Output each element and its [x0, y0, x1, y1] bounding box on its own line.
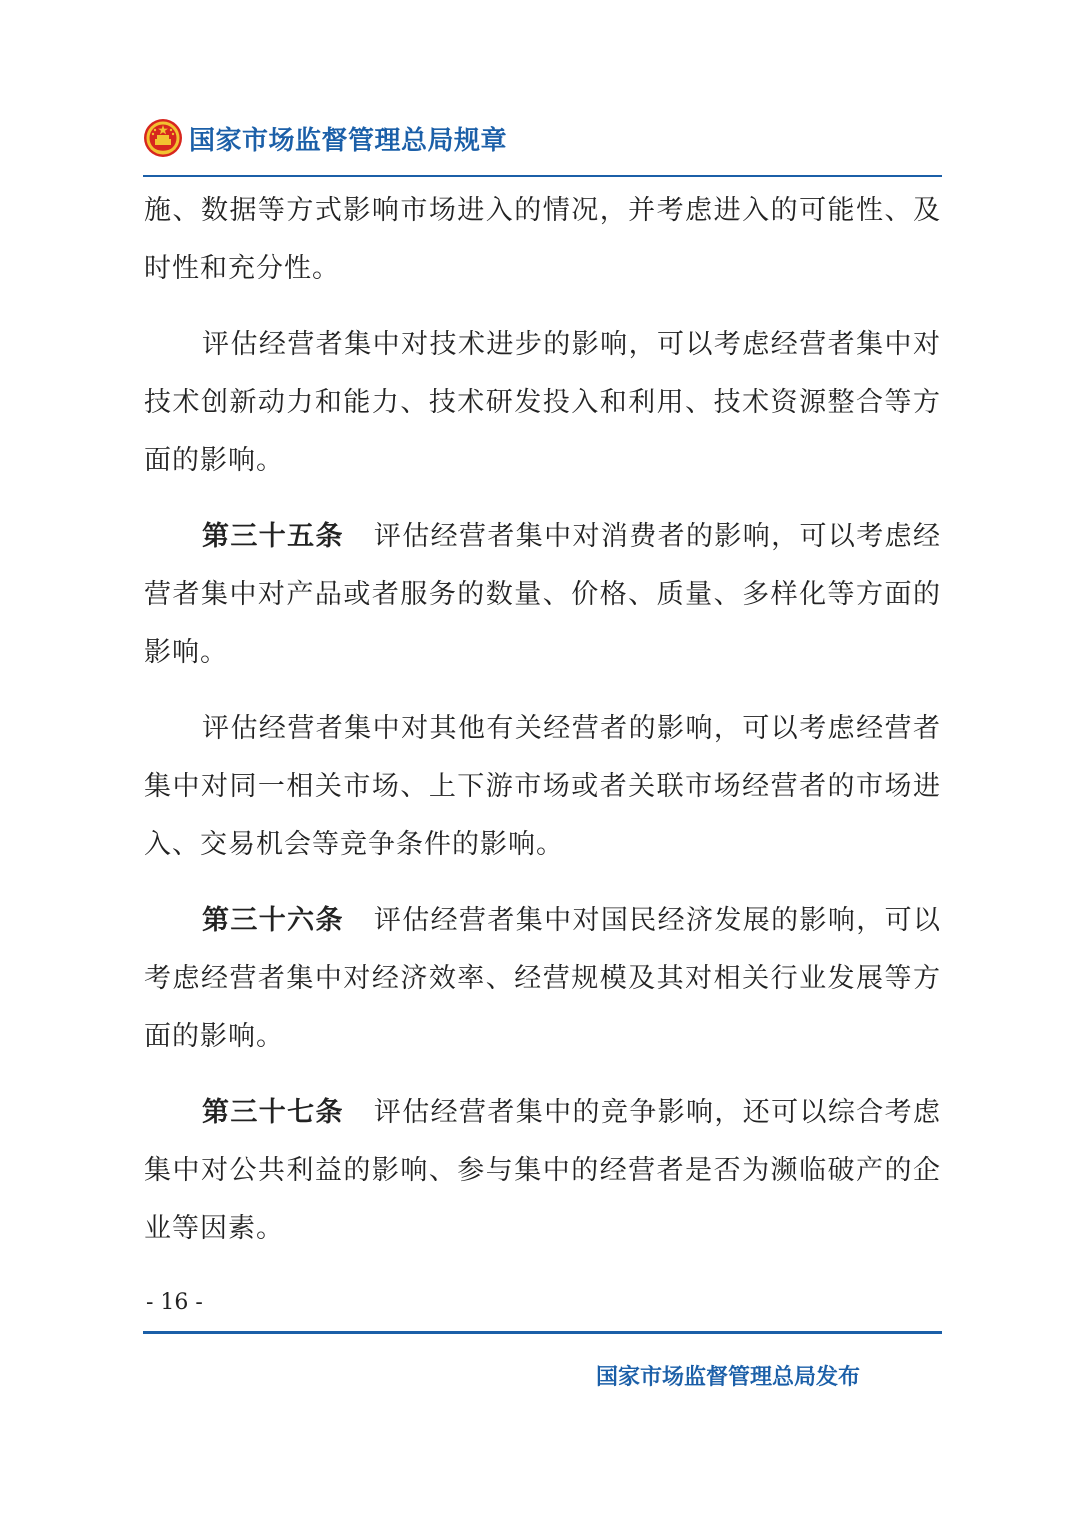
article-number: 第三十五条: [202, 521, 344, 552]
header-title: 国家市场监督管理总局规章: [189, 125, 508, 156]
paragraph: [144, 316, 941, 490]
paragraph: [144, 182, 941, 298]
paragraph: [144, 892, 941, 1066]
paragraph-text: 评估经营者集中对消费者的影响，可以考虑经营者集中对产品或者服务的数量、价格、质量、多样化等方面的影响。: [144, 521, 941, 668]
article-number: 第三十七条: [202, 1097, 344, 1128]
paragraph-text: 评估经营者集中对技术进步的影响，可以考虑经营者集中对技术创新动力和能力、技术研发投入和利用、技术资源整合等方面的影响。: [144, 329, 941, 476]
paragraph-text: 评估经营者集中对其他有关经营者的影响，可以考虑经营者集中对同一相关市场、上下游市场或者关联市场经营者的市场进入、交易机会等竞争条件的影响。: [144, 713, 941, 860]
paragraph: [144, 508, 941, 682]
paragraph-text: 评估经营者集中对国民经济发展的影响，可以考虑经营者集中对经济效率、经营规模及其对相关行业发展等方面的影响。: [144, 905, 941, 1052]
paragraph-text: 评估经营者集中的竞争影响，还可以综合考虑集中对公共利益的影响、参与集中的经营者是否为濒临破产的企业等因素。: [144, 1097, 941, 1244]
footer-publisher: 国家市场监督管理总局发布: [596, 1365, 861, 1390]
paragraph-text: 施、数据等方式影响市场进入的情况，并考虑进入的可能性、及时性和充分性。: [144, 195, 941, 284]
article-number: 第三十六条: [202, 905, 344, 936]
paragraph: [144, 700, 941, 874]
page-number: - 16 -: [146, 1290, 203, 1315]
footer-divider: [143, 1331, 942, 1334]
paragraph: [144, 1084, 941, 1258]
national-emblem-icon: [143, 118, 183, 158]
document-body: [144, 182, 941, 1276]
header-divider: [143, 175, 942, 177]
page-header: [143, 116, 507, 160]
